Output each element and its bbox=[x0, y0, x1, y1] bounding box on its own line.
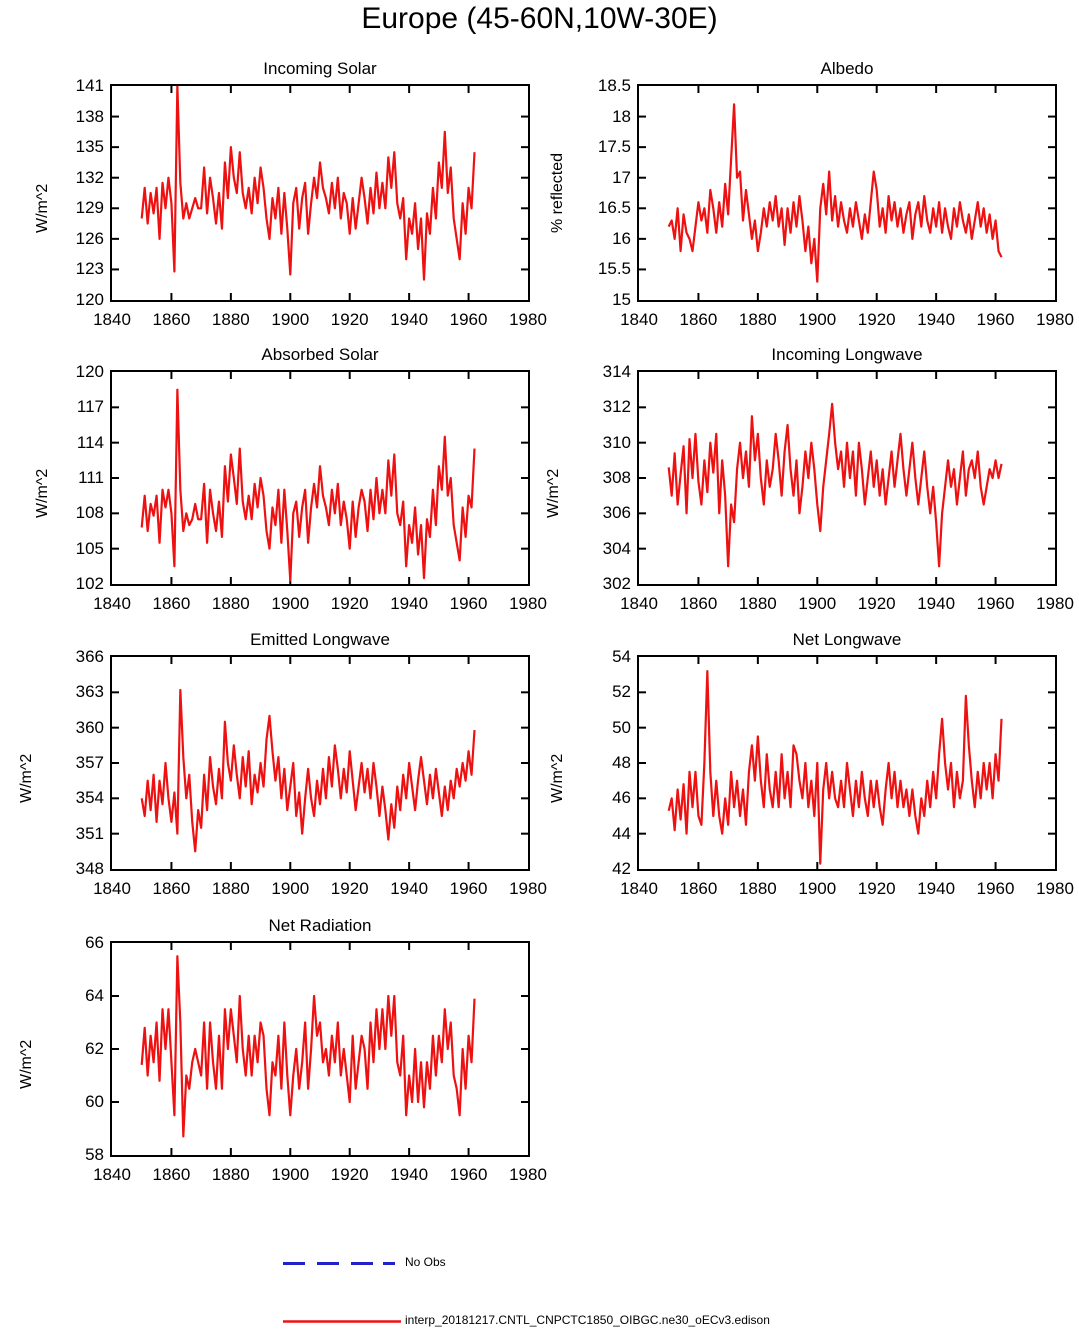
x-tick-label: 1920 bbox=[857, 879, 896, 898]
y-tick-label: 105 bbox=[75, 538, 104, 558]
chart-panel bbox=[549, 59, 1074, 329]
y-tick-label: 129 bbox=[75, 198, 104, 218]
x-tick-label: 1980 bbox=[1036, 310, 1074, 329]
x-tick-label: 1860 bbox=[152, 594, 191, 613]
page-title: Europe (45-60N,10W-30E) bbox=[361, 2, 718, 35]
chart-title: Emitted Longwave bbox=[250, 630, 390, 649]
x-tick-label: 1880 bbox=[738, 310, 777, 329]
x-tick-label: 1880 bbox=[211, 879, 250, 898]
y-tick-label: 17 bbox=[612, 167, 631, 187]
x-tick-label: 1980 bbox=[509, 594, 547, 613]
x-tick-label: 1900 bbox=[271, 879, 310, 898]
y-axis-label: W/m^2 bbox=[549, 753, 566, 803]
x-tick-label: 1900 bbox=[271, 594, 310, 613]
y-tick-label: 66 bbox=[85, 933, 104, 952]
y-axis-label: W/m^2 bbox=[34, 468, 51, 518]
x-tick-label: 1940 bbox=[917, 594, 956, 613]
chart-title: Albedo bbox=[820, 59, 874, 78]
chart-title: Incoming Longwave bbox=[771, 345, 923, 364]
y-tick-label: 357 bbox=[75, 753, 104, 772]
x-tick-label: 1900 bbox=[798, 594, 837, 613]
x-tick-label: 1960 bbox=[976, 310, 1015, 329]
chart-title: Absorbed Solar bbox=[261, 345, 379, 364]
x-tick-label: 1940 bbox=[390, 310, 429, 329]
y-tick-label: 126 bbox=[75, 228, 104, 248]
y-tick-label: 117 bbox=[76, 397, 104, 417]
plot-area bbox=[110, 941, 530, 1157]
x-tick-label: 1980 bbox=[509, 879, 547, 898]
y-tick-label: 114 bbox=[76, 432, 104, 452]
x-tick-label: 1940 bbox=[390, 594, 429, 613]
y-tick-label: 306 bbox=[602, 503, 631, 523]
y-tick-label: 62 bbox=[85, 1039, 104, 1058]
y-tick-label: 308 bbox=[602, 468, 631, 487]
x-tick-label: 1900 bbox=[798, 879, 837, 898]
x-tick-label: 1940 bbox=[390, 1165, 429, 1184]
y-tick-label: 120 bbox=[75, 362, 104, 381]
x-tick-label: 1920 bbox=[330, 594, 369, 613]
y-tick-label: 60 bbox=[85, 1092, 104, 1111]
y-tick-label: 132 bbox=[75, 167, 104, 187]
x-tick-label: 1920 bbox=[857, 594, 896, 613]
y-axis-label: W/m^2 bbox=[34, 183, 51, 233]
x-tick-label: 1880 bbox=[738, 879, 777, 898]
chart-panel bbox=[549, 630, 1074, 898]
x-tick-label: 1860 bbox=[679, 594, 718, 613]
x-tick-label: 1860 bbox=[152, 879, 191, 898]
y-axis-label: W/m^2 bbox=[545, 468, 562, 518]
x-tick-label: 1860 bbox=[152, 310, 191, 329]
x-tick-label: 1940 bbox=[917, 310, 956, 329]
x-tick-label: 1940 bbox=[917, 879, 956, 898]
series-legend-line bbox=[283, 1320, 401, 1323]
x-tick-label: 1980 bbox=[509, 1165, 547, 1184]
y-tick-label: 366 bbox=[75, 647, 104, 666]
x-tick-label: 1960 bbox=[449, 1165, 488, 1184]
y-tick-label: 48 bbox=[612, 753, 631, 772]
y-tick-label: 50 bbox=[612, 717, 631, 737]
y-tick-label: 17.5 bbox=[597, 137, 631, 157]
plot-area bbox=[637, 370, 1057, 586]
x-tick-label: 1960 bbox=[449, 879, 488, 898]
y-tick-label: 54 bbox=[612, 647, 631, 666]
y-tick-label: 120 bbox=[75, 290, 104, 309]
x-tick-label: 1840 bbox=[93, 594, 131, 613]
x-tick-label: 1960 bbox=[449, 310, 488, 329]
y-tick-label: 102 bbox=[75, 574, 104, 593]
plot-area bbox=[637, 84, 1057, 302]
y-tick-label: 312 bbox=[602, 397, 631, 417]
x-tick-label: 1840 bbox=[93, 310, 131, 329]
y-tick-label: 135 bbox=[75, 137, 104, 157]
plot-area bbox=[637, 655, 1057, 871]
y-tick-label: 15.5 bbox=[597, 259, 631, 279]
x-tick-label: 1860 bbox=[679, 310, 718, 329]
chart-panel bbox=[34, 59, 547, 329]
y-tick-label: 18 bbox=[612, 106, 631, 126]
x-tick-label: 1900 bbox=[271, 1165, 310, 1184]
y-tick-label: 18.5 bbox=[597, 76, 631, 95]
y-axis-label: W/m^2 bbox=[18, 753, 35, 803]
y-tick-label: 141 bbox=[75, 76, 104, 95]
y-tick-label: 354 bbox=[75, 788, 104, 808]
x-tick-label: 1880 bbox=[211, 310, 250, 329]
chart-panel bbox=[18, 916, 547, 1184]
x-tick-label: 1900 bbox=[798, 310, 837, 329]
x-tick-label: 1980 bbox=[1036, 879, 1074, 898]
x-tick-label: 1920 bbox=[330, 1165, 369, 1184]
x-tick-label: 1860 bbox=[679, 879, 718, 898]
y-tick-label: 138 bbox=[75, 106, 104, 126]
x-tick-label: 1920 bbox=[330, 879, 369, 898]
chart-title: Net Longwave bbox=[792, 630, 902, 649]
x-tick-label: 1840 bbox=[93, 879, 131, 898]
y-tick-label: 351 bbox=[75, 823, 104, 843]
y-tick-label: 44 bbox=[612, 823, 631, 843]
y-tick-label: 52 bbox=[612, 682, 631, 702]
x-tick-label: 1880 bbox=[211, 1165, 250, 1184]
x-tick-label: 1840 bbox=[620, 594, 658, 613]
x-tick-label: 1880 bbox=[211, 594, 250, 613]
x-tick-label: 1840 bbox=[620, 310, 658, 329]
series-legend-label: interp_20181217.CNTL_CNPCTC1850_OIBGC.ne30_oECv3.edison bbox=[405, 1313, 770, 1327]
chart-title: Net Radiation bbox=[268, 916, 372, 935]
x-tick-label: 1940 bbox=[390, 879, 429, 898]
no-obs-legend-label: No Obs bbox=[405, 1255, 446, 1269]
y-tick-label: 64 bbox=[85, 986, 104, 1005]
x-tick-label: 1980 bbox=[1036, 594, 1074, 613]
x-tick-label: 1840 bbox=[93, 1165, 131, 1184]
chart-panel bbox=[34, 345, 547, 613]
x-tick-label: 1960 bbox=[976, 594, 1015, 613]
plot-area bbox=[110, 84, 530, 302]
x-tick-label: 1860 bbox=[152, 1165, 191, 1184]
y-tick-label: 302 bbox=[602, 574, 631, 593]
y-tick-label: 58 bbox=[85, 1145, 104, 1164]
y-tick-label: 15 bbox=[612, 290, 631, 309]
x-tick-label: 1900 bbox=[271, 310, 310, 329]
y-tick-label: 16.5 bbox=[597, 198, 631, 218]
y-axis-label: % reflected bbox=[549, 152, 566, 233]
y-tick-label: 304 bbox=[602, 538, 631, 558]
x-tick-label: 1920 bbox=[330, 310, 369, 329]
y-tick-label: 314 bbox=[602, 362, 631, 381]
x-tick-label: 1960 bbox=[449, 594, 488, 613]
chart-panel bbox=[18, 630, 547, 898]
x-tick-label: 1960 bbox=[976, 879, 1015, 898]
y-tick-label: 16 bbox=[612, 228, 631, 248]
y-tick-label: 111 bbox=[78, 468, 104, 487]
y-tick-label: 108 bbox=[75, 503, 104, 523]
y-axis-label: W/m^2 bbox=[18, 1039, 35, 1089]
x-tick-label: 1840 bbox=[620, 879, 658, 898]
chart-title: Incoming Solar bbox=[263, 59, 377, 78]
plot-area bbox=[110, 655, 530, 871]
y-tick-label: 360 bbox=[75, 717, 104, 737]
x-tick-label: 1880 bbox=[738, 594, 777, 613]
y-tick-label: 348 bbox=[75, 859, 104, 878]
plot-area bbox=[110, 370, 530, 586]
y-tick-label: 42 bbox=[612, 859, 631, 878]
x-tick-label: 1920 bbox=[857, 310, 896, 329]
y-tick-label: 310 bbox=[602, 432, 631, 452]
no-obs-legend-line bbox=[283, 1262, 401, 1265]
chart-panel bbox=[545, 345, 1074, 613]
y-tick-label: 363 bbox=[75, 682, 104, 702]
x-tick-label: 1980 bbox=[509, 310, 547, 329]
y-tick-label: 46 bbox=[612, 788, 631, 808]
y-tick-label: 123 bbox=[75, 259, 104, 279]
